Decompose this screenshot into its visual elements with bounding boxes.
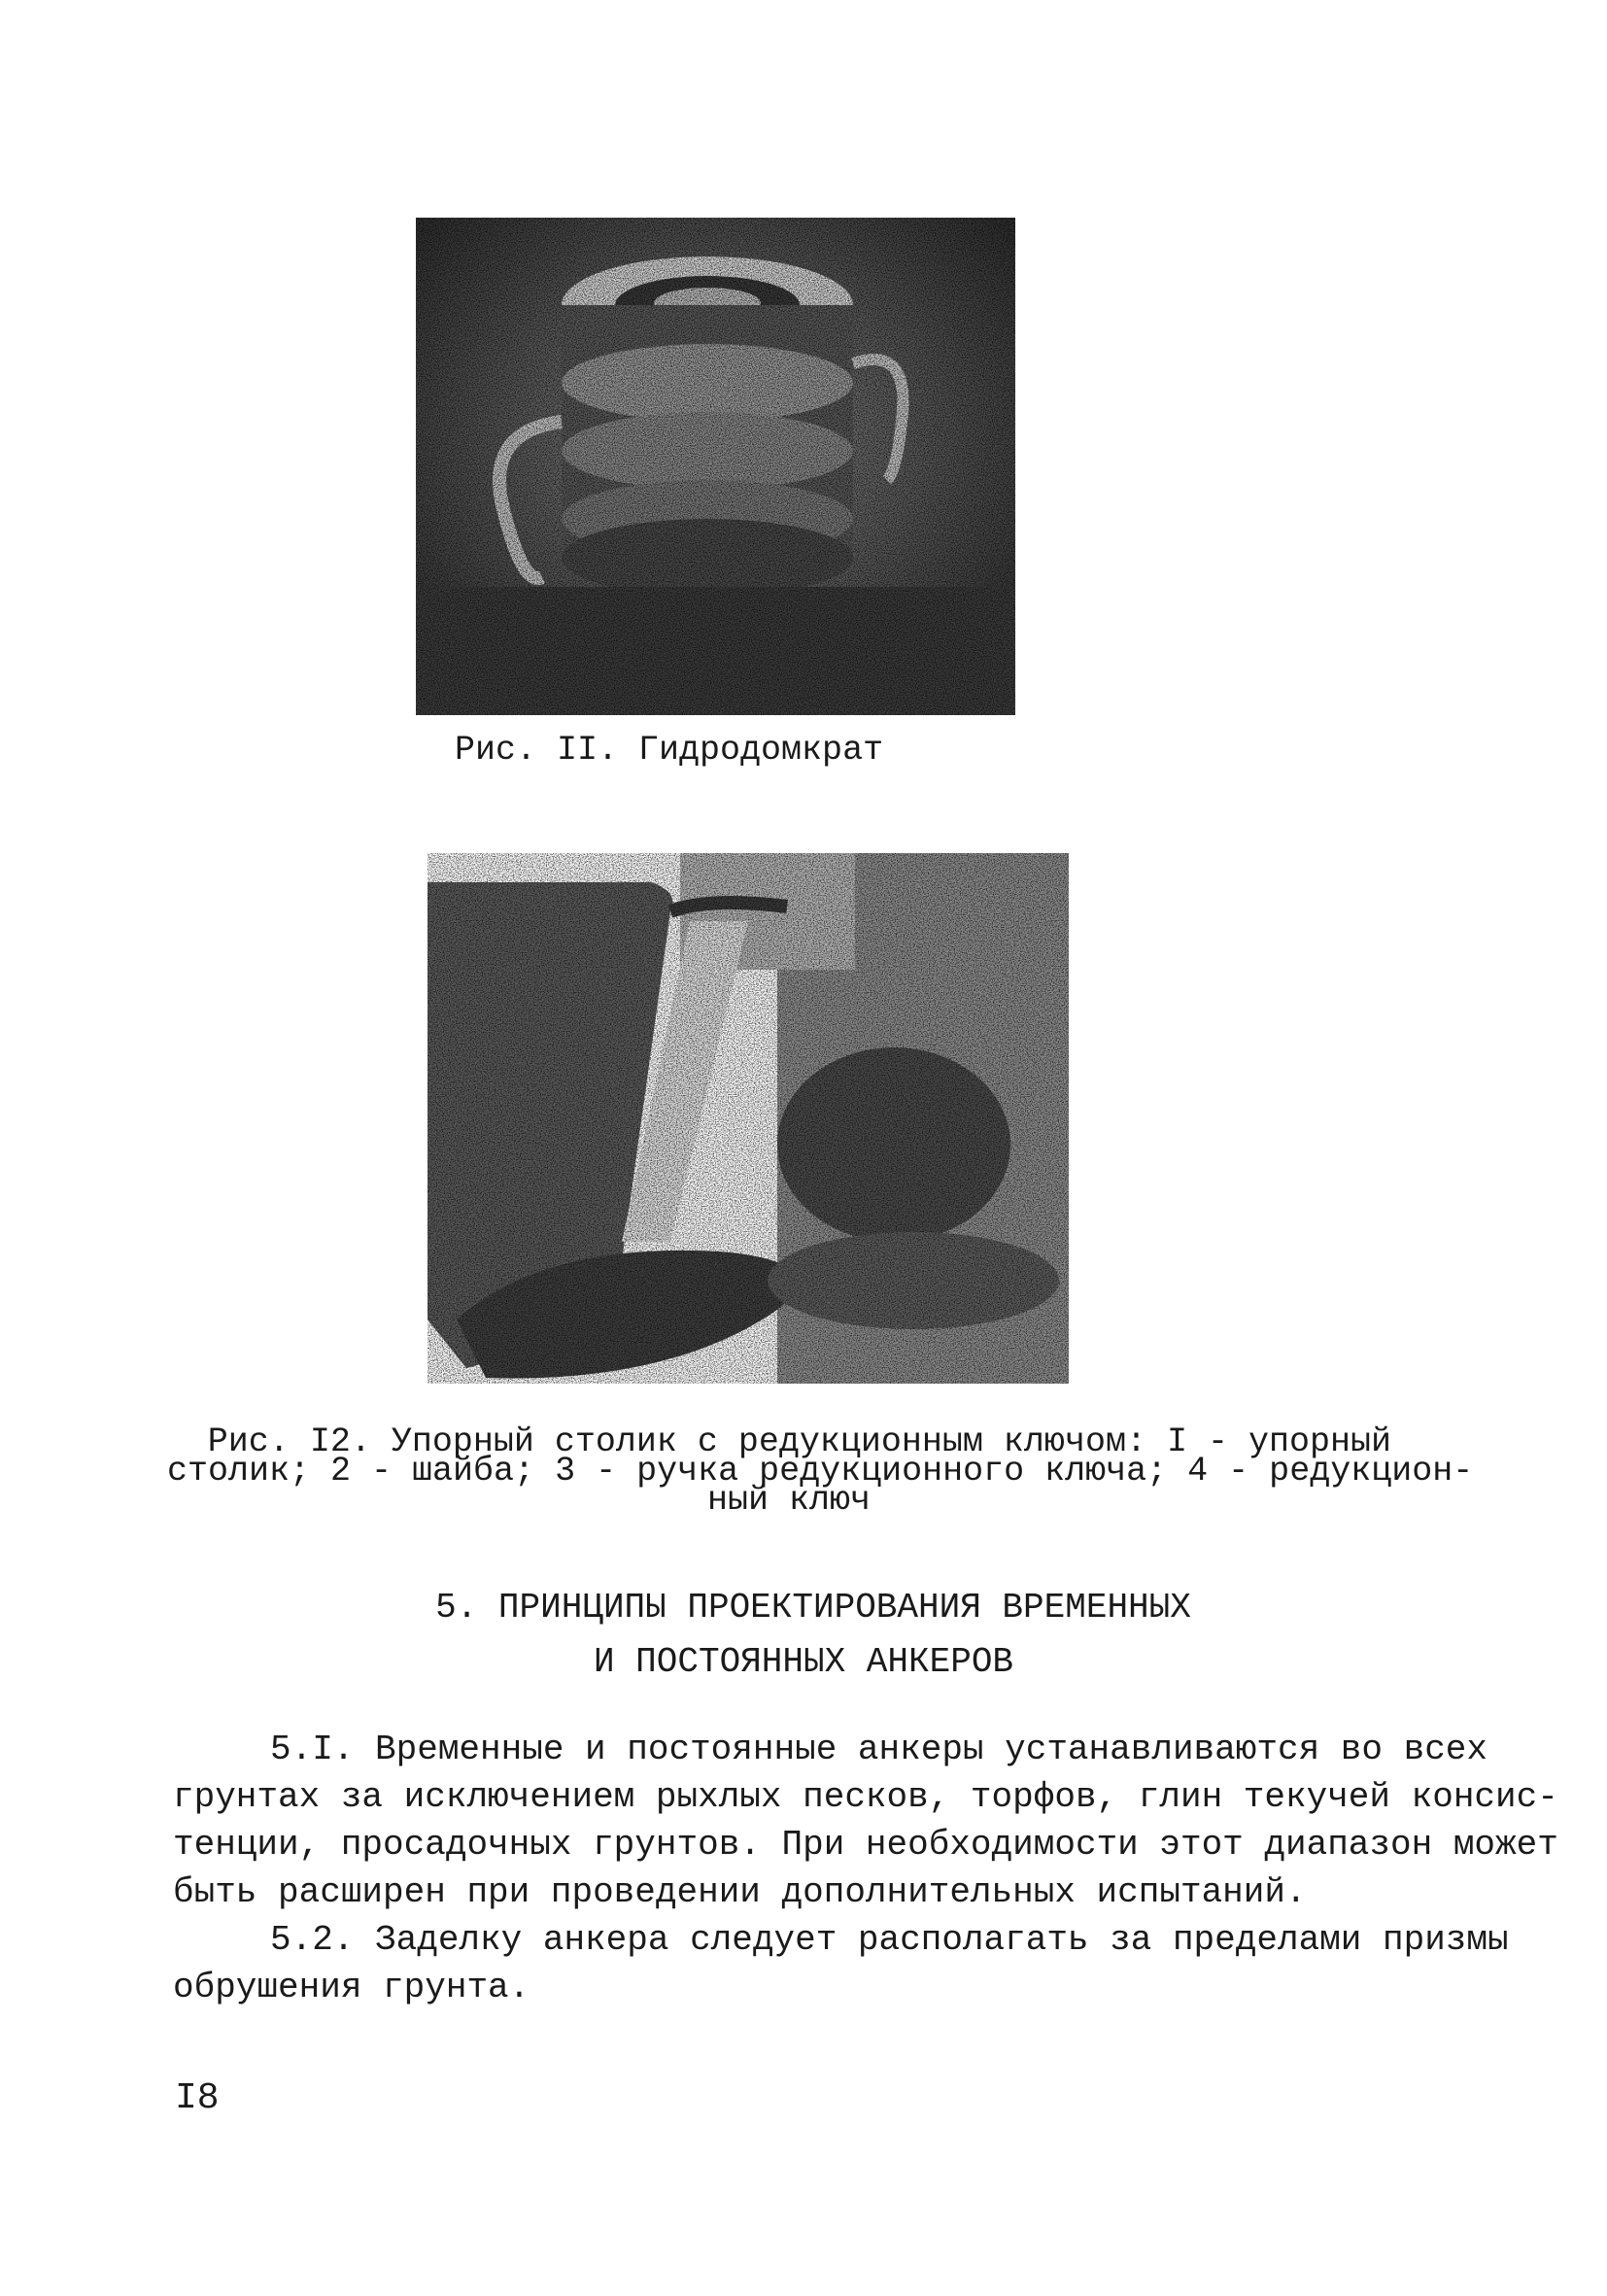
paragraph-5-2 <box>173 1916 1509 2011</box>
figure-12-caption <box>167 1422 1474 1520</box>
text-line: тенции, просадочных грунтов. При необходимости этот диапазон может <box>173 1825 1558 1865</box>
section-heading-line: И ПОСТОЯННЫХ АНКЕРОВ <box>593 1642 1014 1682</box>
thrust-table-photo <box>427 853 1069 1384</box>
section-heading-line: 5. ПРИНЦИПЫ ПРОЕКТИРОВАНИЯ ВРЕМЕННЫХ <box>435 1588 1191 1628</box>
page-number: I8 <box>175 2077 220 2119</box>
hydraulic-jack-photo <box>416 218 1015 715</box>
text-line: быть расширен при проведении дополнительных испытаний. <box>173 1872 1307 1912</box>
text-line: 5.I. Временные и постоянные анкеры устанавливаются во всех <box>270 1730 1488 1769</box>
caption-line: столик; 2 - шайба; 3 - ручка редукционного ключа; 4 - редукцион- <box>167 1452 1474 1491</box>
text-line: 5.2. Заделку анкера следует располагать за пределами призмы <box>270 1920 1509 1960</box>
caption-line: ный ключ <box>706 1481 872 1520</box>
text-line: грунтах за исключением рыхлых песков, торфов, глин текучей консис- <box>173 1777 1558 1817</box>
paragraph-5-1 <box>173 1726 1558 1916</box>
caption-line: Рис. I2. Упорный столик с редукционным ключом: I - упорный <box>207 1422 1391 1461</box>
text-line: обрушения грунта. <box>173 1968 530 2007</box>
figure-11-caption: Рис. II. Гидродомкрат <box>455 731 884 770</box>
